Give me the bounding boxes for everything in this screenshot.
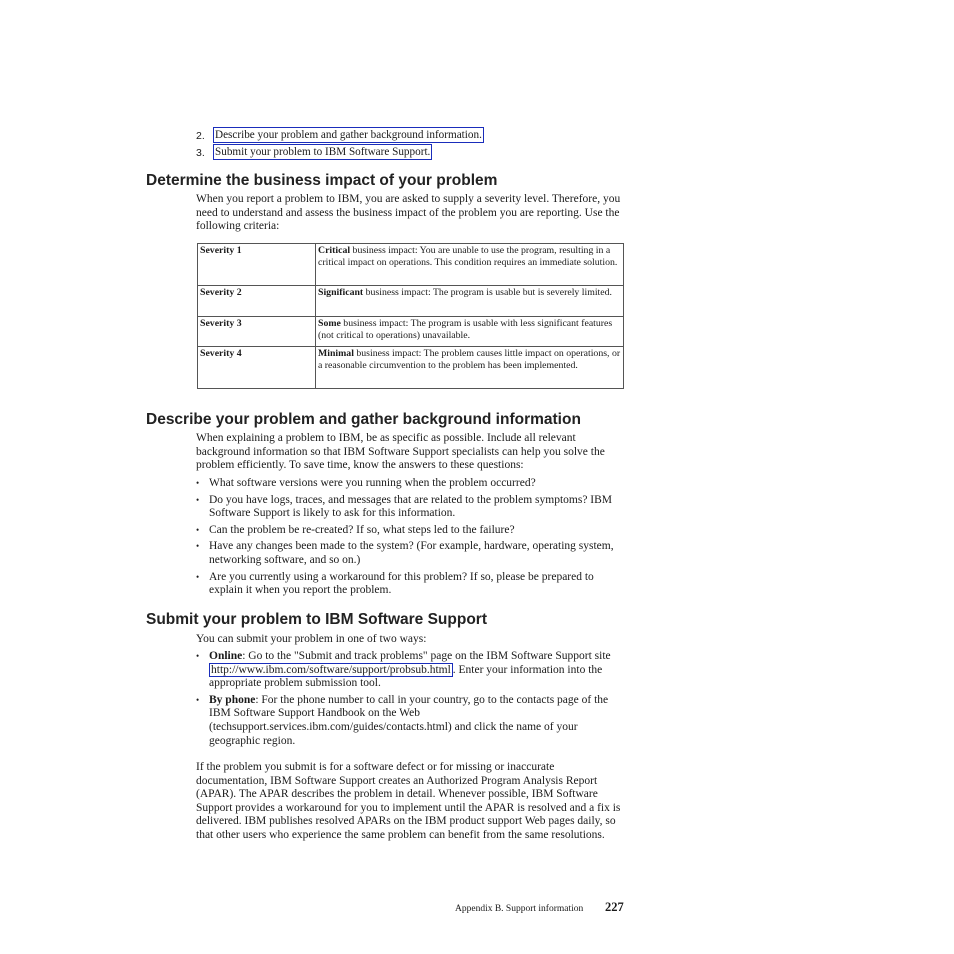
severity-table	[197, 243, 624, 389]
severity-description	[316, 347, 624, 389]
severity-description	[316, 244, 624, 286]
list-number: 3.	[196, 147, 205, 159]
phone-label: By phone	[209, 693, 256, 706]
business-impact-intro: When you report a problem to IBM, you are asked to supply a severity level. Therefore, you need to understand and assess the business impact of the problem you are reporting. Use the following criteria:	[196, 193, 621, 233]
severity-description	[316, 317, 624, 347]
list-number: 2.	[196, 130, 205, 142]
impact-text: business impact: The program is usable but is severely limited.	[363, 287, 612, 298]
page-number: 227	[605, 900, 624, 914]
apar-paragraph: If the problem you submit is for a software defect or for missing or inaccurate documentation, IBM Software Support creates an Authorized Program Analysis Report (APAR). The APAR describes the problem in detail. Whenever possible, IBM Software Support provides a workaround for you to implement until the APAR is resolved and a fix is delivered. IBM publishes resolved APARs on the IBM product support Web pages daily, so that other users who experience the same problem can benefit from the same resolutions.	[196, 761, 621, 841]
severity-label: Severity 3	[198, 317, 316, 347]
bullet-icon: •	[196, 494, 200, 505]
list-item: • Are you currently using a workaround for this problem? If so, please be prepared to explain it when you report the problem.	[196, 570, 594, 597]
table-row	[198, 317, 624, 347]
bullet-icon: •	[196, 694, 200, 705]
list-item: • Online: Go to the "Submit and track problems" page on the IBM Software Support site http://www.ibm.com/software/support/probsub.html . Enter your information into the appropriate problem submission tool.	[196, 650, 611, 690]
section-heading-business-impact: Determine the business impact of your problem	[146, 172, 498, 189]
list-item: • Have any changes been made to the system? (For example, hardware, operating system, networking software, and so on.)	[196, 540, 614, 566]
impact-text: business impact: You are unable to use the program, resulting in a critical impact on operations. This condition requires an immediate solution.	[318, 245, 618, 269]
bullet-icon: •	[196, 478, 200, 488]
link-describe-problem[interactable]: Describe your problem and gather background information.	[215, 129, 482, 141]
list-item: • Can the problem be re-created? If so, what steps led to the failure?	[196, 523, 515, 536]
describe-problem-intro: When explaining a problem to IBM, be as specific as possible. Include all relevant background information so that IBM Software Support specialists can help you solve the problem efficiently. To save time, know the answers to these questions:	[196, 432, 605, 472]
link-submit-problem[interactable]: Submit your problem to IBM Software Support.	[215, 146, 431, 158]
bullet-icon: •	[196, 571, 200, 582]
impact-term: Minimal	[318, 348, 354, 359]
impact-term: Critical	[318, 245, 351, 256]
submission-methods-list	[196, 650, 626, 748]
severity-label: Severity 1	[198, 244, 316, 286]
list-item: • Do you have logs, traces, and messages that are related to the problem symptoms? IBM Software Support is likely to ask for this information.	[196, 493, 613, 520]
impact-text: business impact: The program is usable with less significant features (not critical to operations) unavailable.	[318, 318, 613, 342]
bullet-icon: •	[196, 651, 200, 661]
list-item: • What software versions were you running when the problem occurred?	[196, 477, 536, 489]
severity-label: Severity 4	[198, 347, 316, 389]
severity-description	[316, 286, 624, 317]
bullet-icon: •	[196, 524, 200, 535]
list-item: • By phone: For the phone number to call in your country, go to the contacts page of the IBM Software Support Handbook on the Web (techsupport.services.ibm.com/guides/contacts.html) and click the name of your geographic region.	[196, 693, 609, 747]
online-label: Online	[209, 650, 243, 662]
probsub-url-link[interactable]: http://www.ibm.com/software/support/probsub.html	[211, 663, 451, 676]
questions-list	[196, 477, 626, 598]
impact-term: Some	[318, 318, 341, 329]
section-heading-submit-problem: Submit your problem to IBM Software Support	[146, 611, 487, 628]
table-row	[198, 286, 624, 317]
table-row	[198, 244, 624, 286]
bullet-icon: •	[196, 541, 200, 552]
footer-text: Appendix B. Support information	[455, 904, 584, 914]
table-row	[198, 347, 624, 389]
section-heading-describe-problem: Describe your problem and gather background information	[146, 411, 581, 428]
severity-label: Severity 2	[198, 286, 316, 317]
submit-problem-intro: You can submit your problem in one of two ways:	[196, 633, 427, 645]
impact-text: business impact: The problem causes little impact on operations, or a reasonable circumvention to the problem has been implemented.	[318, 348, 621, 372]
impact-term: Significant	[318, 287, 364, 298]
